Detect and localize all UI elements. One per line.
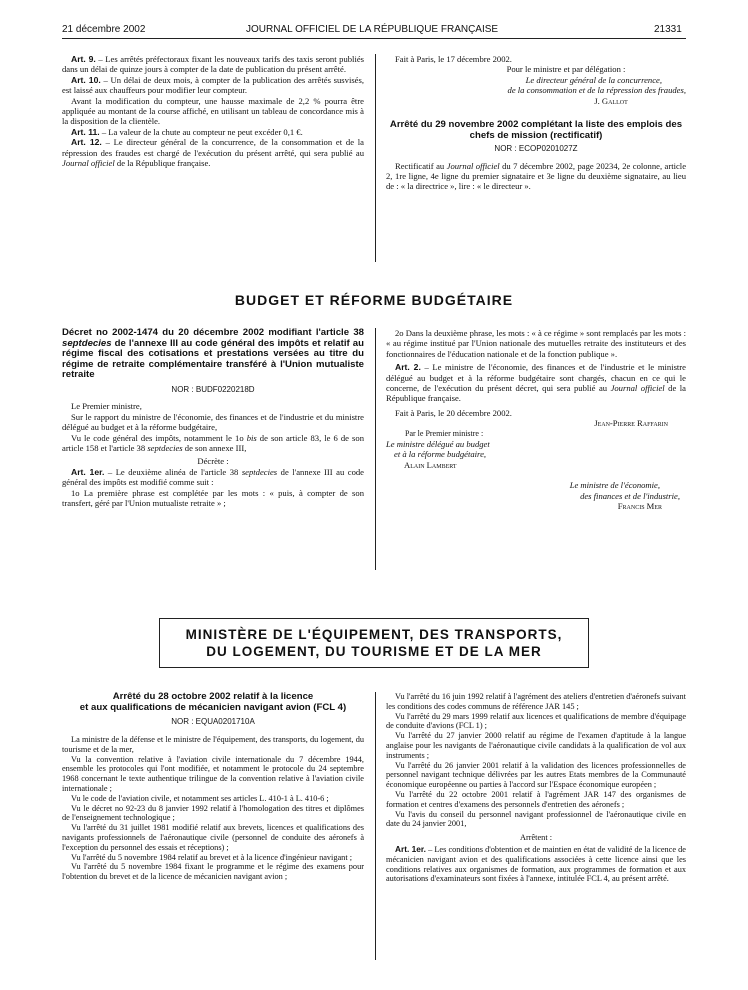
- vu-arrete-2001-validation: Vu l'arrêté du 26 janvier 2001 relatif à la validation des licences professionnelles de personnel navigant technique délivrées par les autres Etats membres de la Communauté économique européenne ou parties à l'accord sur l'Espace économique européen ;: [386, 760, 686, 790]
- decret-art2: Art. 2. – Le ministre de l'économie, des finances et de l'industrie et le ministre délégué au budget et à la réforme budgétaire sont chargés, chacun en ce qui le concerne, de l'exécution du présent décret, qui sera publié au Journal officiel de la République française.: [386, 362, 686, 404]
- ministre-delegue-2: et à la réforme budgétaire,: [394, 449, 487, 460]
- signer-mer: Francis Mer: [617, 501, 662, 512]
- header-journal: JOURNAL OFFICIEL DE LA RÉPUBLIQUE FRANÇAISE: [246, 24, 499, 35]
- decret-title: Décret no 2002-1474 du 20 décembre 2002 modifiant l'article 38 septdecies de l'annexe III au code général des impôts et relatif au régime fiscal des cotisations et prestations versées au titre du régime de retraite complémentaire transféré à l'Union mutualiste retraite: [62, 327, 364, 381]
- par-le-premier-ministre: Par le Premier ministre :: [405, 428, 484, 438]
- column-divider: [375, 328, 376, 570]
- header-rule: [62, 38, 686, 39]
- paragraph-avant: Avant la modification du compteur, une hausse maximale de 2,2 % pourra être appliquée au montant de la course affiché, en utilisant un tableau de concordance mis à la disposition de la clientèle.: [62, 95, 364, 127]
- header-date: 21 décembre 2002: [62, 24, 146, 35]
- section-equipement-box: [159, 618, 589, 668]
- signer-lambert: Alain Lambert: [404, 459, 457, 470]
- signer-gallot: J. Gallot: [594, 95, 628, 106]
- vu-arrete-1999: Vu l'arrêté du 29 mars 1999 relatif aux licences et qualifications de membre d'équipage de conduite d'avions (FCL 1) ;: [386, 711, 686, 731]
- vu-code-aviation: Vu le code de l'aviation civile, et notamment ses articles L. 410-1 à L. 410-6 ;: [71, 793, 329, 803]
- decret-left-column: [62, 328, 364, 508]
- art12: Art. 12. – Le directeur général de la concurrence, de la consommation et de la répression des fraudes est chargé de l'exécution du présent arrêté, qui sera publié au Journal officiel de la République française.: [62, 137, 364, 169]
- premiere-phrase: 1o La première phrase est complétée par les mots : « puis, à compter de son transfert, géré par l'Union mutualiste retraite » ;: [62, 487, 364, 509]
- sur-le-rapport: Sur le rapport du ministre de l'économie, des finances et de l'industrie et du ministre délégué au budget et à la réforme budgétaire,: [62, 411, 364, 433]
- vu-arrete-1981: Vu l'arrêté du 31 juillet 1981 modifié relatif aux brevets, licences et qualifications des navigants professionnels de l'aéronautique civile (personnel de conduite des aéronefs à l'exception du personnel des essais et réceptions) ;: [62, 823, 364, 852]
- column-divider: [375, 692, 376, 960]
- vu-convention: Vu la convention relative à l'aviation civile internationale du 7 décembre 1944, ensemble les protocoles qui l'ont modifiée, et notamment le protocole du 24 septembre 1968 concernant le texte authentique trilingue de la convention relative à l'aviation civile internationale ;: [62, 754, 364, 793]
- vu-avis-conseil: Vu l'avis du conseil du personnel navigant professionnel de l'aéronautique civile en date du 24 janvier 2001,: [386, 809, 686, 829]
- decret-art1: Art. 1er. – Le deuxième alinéa de l'article 38 septdecies de l'annexe III au code général des impôts est modifié comme suit :: [62, 466, 364, 488]
- arrete-art1: Art. 1er. – Les conditions d'obtention et de maintien en état de validité de la licence de mécanicien navigant avion et des qualifications associées à cette licence ainsi que les conditions relatives aux organismes de formation, aux programmes de formation et aux autorisations d'examinateurs sont fixées à l'annexe, intitulée FCL 4, au présent arrêté.: [386, 843, 686, 884]
- arrete-left-column: [62, 692, 364, 882]
- pour-le-ministre: Pour le ministre et par délégation :: [506, 64, 626, 75]
- header-page-number: 21331: [654, 24, 682, 35]
- decrete: Décrète :: [197, 456, 229, 467]
- arrete-title-1: Arrêté du 28 octobre 2002 relatif à la licence: [112, 691, 314, 702]
- nor-ecop: NOR : ECOP0201027Z: [494, 144, 578, 154]
- ministre-delegue-1: Le ministre délégué au budget: [386, 439, 490, 450]
- premier-ministre: Le Premier ministre,: [71, 401, 142, 412]
- arrete-right-column: [386, 692, 686, 884]
- vu-arrete-1984-brevet: Vu l'arrêté du 5 novembre 1984 relatif au brevet et à la licence d'ingénieur navigant ;: [71, 852, 353, 862]
- vu-arrete-1992: Vu l'arrêté du 16 juin 1992 relatif à l'agrément des ateliers d'entretien d'aéronefs suivant les conditions des codes communs de référence JAR 145 ;: [386, 692, 686, 711]
- rectificatif-text: Rectificatif au Journal officiel du 7 décembre 2002, page 20234, 2e colonne, article 2, 1re ligne, 4e ligne du premier signataire et 3e ligne du deuxième signataire, au lieu de : « la directrice », lire : « le directeur ».: [386, 160, 687, 192]
- vu-arrete-1984-programme: Vu l'arrêté du 5 novembre 1984 fixant le programme et le régime des examens pour l'obtention du brevet et de la licence de mécanicien navigant avion ;: [62, 862, 364, 882]
- nor-budf: NOR : BUDF0220218D: [171, 384, 255, 394]
- director-title-1: Le directeur général de la concurrence,: [525, 74, 662, 85]
- director-title-2: de la consommation et de la répression des fraudes,: [507, 85, 686, 96]
- art10: Art. 10. – Un délai de deux mois, à compter de la publication des arrêtés susvisés, est laissé aux chauffeurs pour modifier leur compteur.: [62, 74, 364, 96]
- art9: Art. 9. – Les arrêtés préfectoraux fixant les nouveaux tarifs des taxis seront publiés dans un délai de quinze jours à compter de la date de publication du présent arrêté.: [62, 54, 364, 75]
- arretent: Arrêtent :: [519, 833, 553, 843]
- art11: Art. 11. – La valeur de la chute au compteur ne peut excéder 0,1 €.: [71, 126, 303, 137]
- decret-right-column: [386, 328, 686, 512]
- la-ministre: La ministre de la défense et le ministre de l'équipement, des transports, du logement, du tourisme et de la mer,: [62, 734, 364, 754]
- top-left-column: [62, 54, 364, 168]
- ministre-economie-2: des finances et de l'industrie,: [580, 490, 680, 501]
- section-budget-title: BUDGET ET RÉFORME BUDGÉTAIRE: [234, 292, 514, 308]
- vu-cgi: Vu le code général des impôts, notamment le 1o bis de son article 83, le 6 de son article 158 et l'article 38 septdecies de son annexe III,: [62, 432, 364, 453]
- top-right-column: [386, 54, 686, 192]
- section-equipement-line2: DU LOGEMENT, DU TOURISME ET DE LA MER: [206, 644, 542, 659]
- arrete-title-2: et aux qualifications de mécanicien navigant avion (FCL 4): [79, 701, 347, 713]
- column-divider: [375, 54, 376, 262]
- fait-paris-20: Fait à Paris, le 20 décembre 2002.: [395, 407, 512, 418]
- fait-paris-17: Fait à Paris, le 17 décembre 2002.: [395, 54, 512, 64]
- arrete-29-novembre-title: Arrêté du 29 novembre 2002 complétant la liste des emplois des chefs de mission (rectificatif): [389, 119, 683, 141]
- vu-decret-92-23: Vu le décret no 92-23 du 8 janvier 1992 relatif à l'homologation des titres et diplômes de l'enseignement technologique ;: [62, 803, 364, 823]
- nor-equa: NOR : EQUA0201710A: [171, 717, 255, 727]
- ministre-economie-1: Le ministre de l'économie,: [569, 480, 660, 491]
- signer-raffarin: Jean-Pierre Raffarin: [594, 418, 668, 429]
- deuxieme-phrase: 2o Dans la deuxième phrase, les mots : « à ce régime » sont remplacés par les mots : « au régime institué par l'Union nationale des mutuelles retraite des instituteurs et des fonctionnaires de l'éducation nationale et de la fonction publique ».: [386, 328, 686, 359]
- vu-arrete-2001-jar147: Vu l'arrêté du 22 octobre 2001 relatif à l'agrément JAR 147 des organismes de formation et centres d'examens des personnels d'entretien des aéronefs ;: [386, 789, 686, 809]
- vu-arrete-2000: Vu l'arrêté du 27 janvier 2000 relatif au régime de l'examen d'aptitude à la langue anglaise pour les navigants de l'aéronautique civile candidats à la qualification de vol aux instruments ;: [386, 731, 686, 760]
- section-equipement-line1: MINISTÈRE DE L'ÉQUIPEMENT, DES TRANSPORTS,: [185, 627, 563, 642]
